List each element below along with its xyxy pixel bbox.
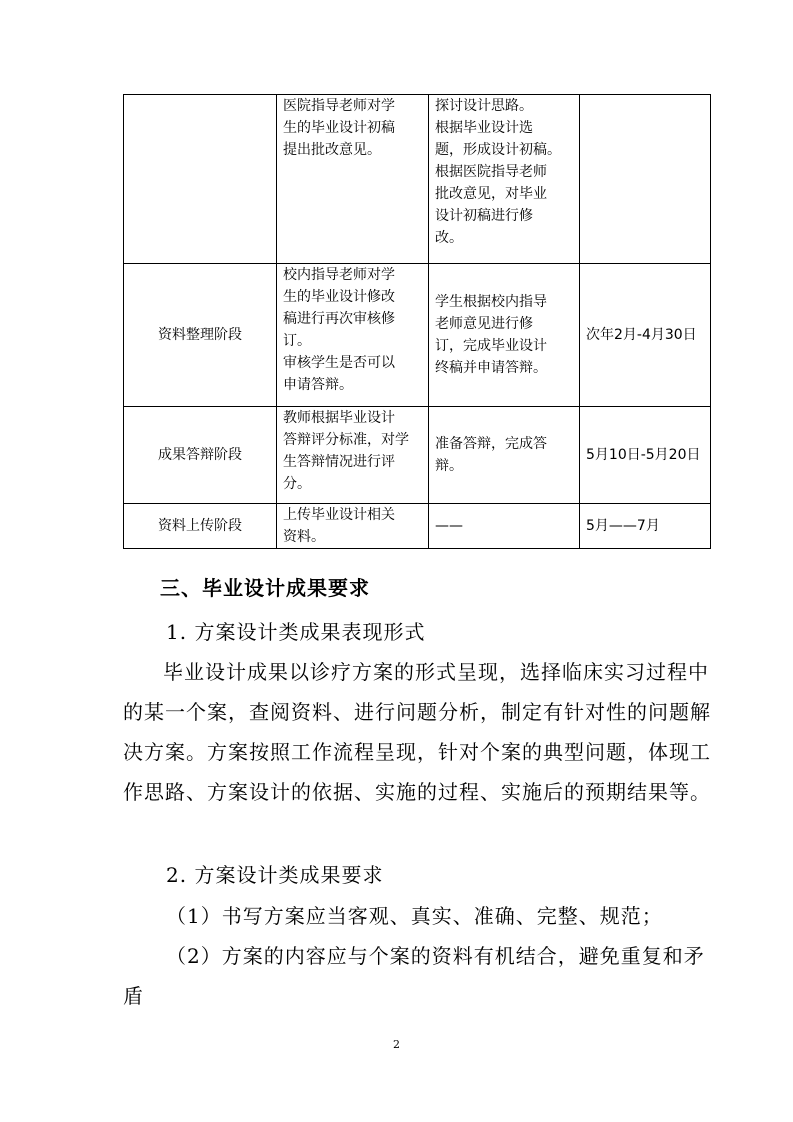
date-cell: 5月10日-5月20日	[580, 407, 711, 504]
section-heading: 三、毕业设计成果要求	[160, 576, 370, 600]
schedule-table	[123, 94, 711, 549]
student-task-cell: ——	[429, 504, 580, 549]
date-cell: 5月——7月	[580, 504, 711, 549]
subheading-2: 2. 方案设计类成果要求	[166, 863, 384, 887]
requirement-item-1: （1）书写方案应当客观、真实、准确、完整、规范；	[166, 904, 663, 928]
subheading-1: 1. 方案设计类成果表现形式	[166, 620, 426, 644]
teacher-task-cell: 校内指导老师对学 生的毕业设计修改 稿进行再次审核修 订。 审核学生是否可以 申请答辩。	[277, 264, 429, 407]
stage-cell: 资料整理阶段	[124, 264, 277, 407]
student-task-cell: 准备答辩，完成答 辩。	[429, 407, 580, 504]
date-cell	[580, 95, 711, 264]
teacher-task-cell: 医院指导老师对学 生的毕业设计初稿 提出批改意见。	[277, 95, 429, 264]
teacher-task-cell: 教师根据毕业设计 答辩评分标准，对学 生答辩情况进行评 分。	[277, 407, 429, 504]
stage-cell: 成果答辩阶段	[124, 407, 277, 504]
date-cell: 次年2月-4月30日	[580, 264, 711, 407]
table-row	[124, 504, 711, 549]
page-number: 2	[393, 1038, 400, 1051]
student-task-cell: 学生根据校内指导 老师意见进行修 订，完成毕业设计 终稿并申请答辩。	[429, 264, 580, 407]
table-row	[124, 95, 711, 264]
table-row	[124, 264, 711, 407]
body-paragraph: 毕业设计成果以诊疗方案的形式呈现，选择临床实习过程中的某一个案，查阅资料、进行问题分析，制定有针对性的问题解决方案。方案按照工作流程呈现，针对个案的典型问题，体现工作思路、方案设计的依据、实施的过程、实施后的预期结果等。	[123, 660, 711, 804]
requirement-item-2: （2）方案的内容应与个案的资料有机结合，避免重复和矛盾	[123, 944, 705, 1008]
stage-cell	[124, 95, 277, 264]
stage-cell: 资料上传阶段	[124, 504, 277, 549]
table-row	[124, 407, 711, 504]
student-task-cell: 探讨设计思路。 根据毕业设计选 题，形成设计初稿。 根据医院指导老师 批改意见，对毕业 设计初稿进行修 改。	[429, 95, 580, 264]
teacher-task-cell: 上传毕业设计相关 资料。	[277, 504, 429, 549]
